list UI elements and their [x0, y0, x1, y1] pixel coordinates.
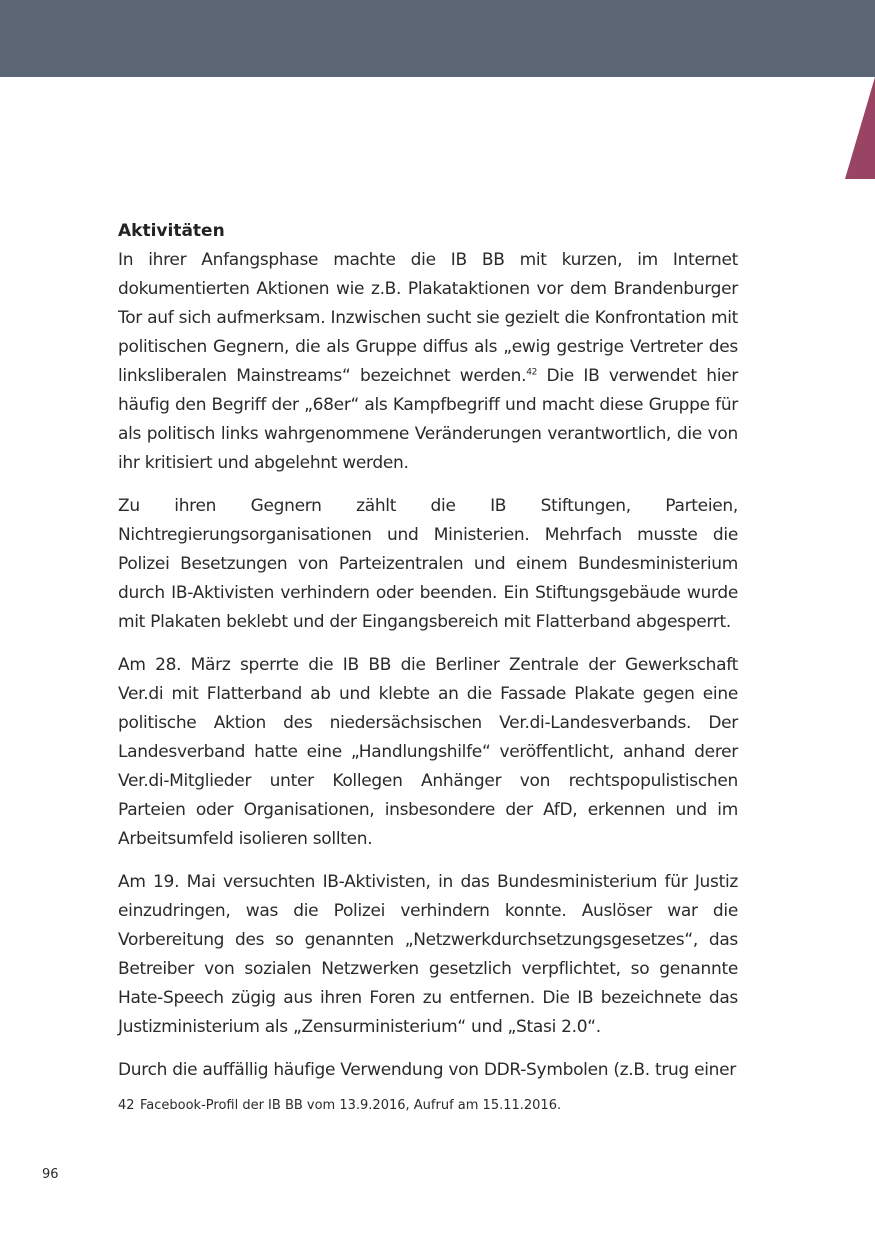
header-band [0, 0, 875, 77]
footnote-reference[interactable]: 42 [526, 367, 538, 378]
paragraph-1-text-before: In ihrer Anfangsphase machte die IB BB mit kurzen, im Internet dokumentierten Aktionen wie z.B. Plakataktionen vor dem Brandenburger Tor auf sich aufmerksam. Inzwischen sucht sie gezielt die Konfrontation mit politischen Gegnern, die als Gruppe diffus als „ewig gestrige Vertreter des linksliberalen Mainstreams“ bezeichnet werden. [118, 250, 738, 386]
page-number: 96 [42, 1167, 59, 1182]
paragraph-1-text-after: Die IB verwendet hier häufig den Begriff der „68er“ als Kampfbegriff und macht diese Gruppe für als politisch links wahrgenommene Veränderungen verantwortlich, die von ihr kritisiert und abgelehnt werden. [118, 366, 738, 473]
footnote-text: Facebook-Profil der IB BB vom 13.9.2016, Aufruf am 15.11.2016. [140, 1098, 562, 1113]
paragraph-2: Zu ihren Gegnern zählt die IB Stiftungen, Parteien, Nichtregierungsorganisationen und Ministerien. Mehrfach musste die Polizei Besetzungen von Parteizentralen und einem Bundesministerium durch IB-Aktivisten verhindern oder beenden. Ein Stiftungsgebäude wurde mit Plakaten beklebt und der Eingangsbereich mit Flatterband abgesperrt. [118, 496, 738, 632]
corner-accent-shape [845, 77, 875, 179]
corner-accent-tab [845, 77, 875, 179]
paragraph-3: Am 28. März sperrte die IB BB die Berliner Zentrale der Gewerkschaft Ver.di mit Flatterband ab und klebte an die Fassade Plakate gegen eine politische Aktion des niedersächsischen Ver.di-Landesverbands. Der Landesverband hatte eine „Handlungshilfe“ veröffentlicht, anhand derer Ver.di-Mitglieder unter Kollegen Anhänger von rechtspopulistischen Parteien oder Organisationen, insbesondere der AfD, erkennen und im Arbeitsumfeld isolieren sollten. [118, 655, 738, 849]
paragraph-4: Am 19. Mai versuchten IB-Aktivisten, in das Bundesministerium für Justiz einzudringen, was die Polizei verhindern konnte. Auslöser war die Vorbereitung des so genannten „Netzwerkdurchsetzungsgesetzes“, das Betreiber von sozialen Netzwerken gesetzlich verpflichtet, so genannte Hate-Speech zügig aus ihren Foren zu entfernen. Die IB bezeichnete das Justizministerium als „Zensurministerium“ und „Stasi 2.0“. [118, 872, 738, 1037]
footnote [118, 1096, 758, 1116]
paragraph-5: Durch die auffällig häufige Verwendung von DDR-Symbolen (z.B. trug einer [118, 1060, 736, 1080]
section-heading: Aktivitäten [118, 221, 225, 241]
paragraph-1 [118, 246, 738, 478]
footnote-number: 42 [118, 1098, 135, 1113]
main-content [118, 217, 738, 1099]
